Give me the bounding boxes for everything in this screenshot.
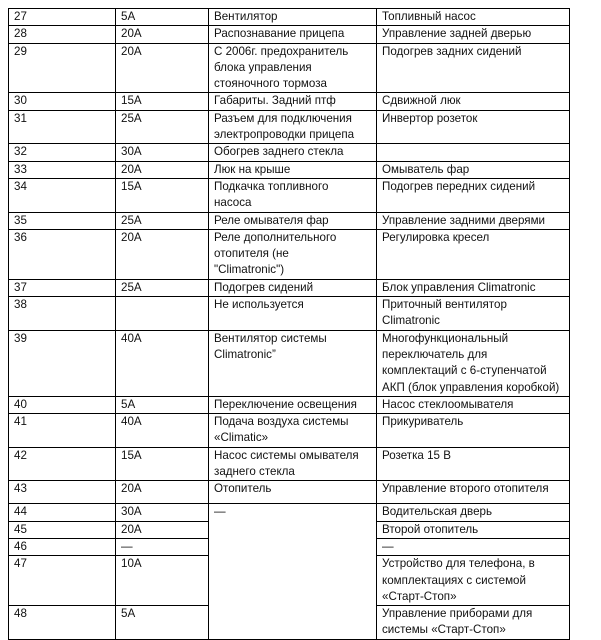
fuse-description: Вентилятор системы Climatronic” bbox=[209, 330, 377, 396]
fuse-amperage: 20A bbox=[116, 26, 209, 43]
fuse-extra-description: Блок управления Climatronic bbox=[377, 279, 570, 296]
fuse-row bbox=[9, 43, 570, 93]
fuse-amperage: 20A bbox=[116, 481, 209, 504]
fuse-extra-description: Омыватель фар bbox=[377, 161, 570, 178]
fuse-row bbox=[9, 144, 570, 161]
fuse-number: 36 bbox=[9, 229, 116, 279]
fuse-number: 43 bbox=[9, 481, 116, 504]
fuse-row bbox=[9, 178, 570, 212]
fuse-extra-description bbox=[377, 144, 570, 161]
fuse-amperage: 5A bbox=[116, 396, 209, 413]
fuse-number: 28 bbox=[9, 26, 116, 43]
fuse-number: 44 bbox=[9, 504, 116, 521]
fuse-number: 32 bbox=[9, 144, 116, 161]
fuse-amperage: 40A bbox=[116, 414, 209, 448]
fuse-description: Реле дополнительного отопителя (не "Climatronic") bbox=[209, 229, 377, 279]
fuse-description: С 2006г. предохранитель блока управления стояночного тормоза bbox=[209, 43, 377, 93]
fuse-amperage: — bbox=[116, 538, 209, 555]
fuse-row bbox=[9, 161, 570, 178]
fuse-amperage: 40A bbox=[116, 330, 209, 396]
fuse-table-body bbox=[9, 9, 570, 640]
fuse-amperage: 20A bbox=[116, 43, 209, 93]
fuse-amperage: 25A bbox=[116, 212, 209, 229]
fuse-row bbox=[9, 212, 570, 229]
fuse-amperage: 5A bbox=[116, 9, 209, 26]
fuse-number: 48 bbox=[9, 606, 116, 640]
fuse-extra-description: Управление задней дверью bbox=[377, 26, 570, 43]
fuse-extra-description: Топливный насос bbox=[377, 9, 570, 26]
fuse-amperage: 15A bbox=[116, 93, 209, 110]
fuse-row bbox=[9, 26, 570, 43]
fuse-table bbox=[8, 8, 570, 640]
fuse-number: 42 bbox=[9, 447, 116, 481]
fuse-row bbox=[9, 330, 570, 396]
fuse-number: 33 bbox=[9, 161, 116, 178]
fuse-amperage: 20A bbox=[116, 161, 209, 178]
fuse-description: — bbox=[209, 504, 377, 639]
fuse-amperage: 20A bbox=[116, 229, 209, 279]
fuse-extra-description: Управление второго отопителя bbox=[377, 481, 570, 504]
fuse-amperage: 30A bbox=[116, 144, 209, 161]
fuse-extra-description: — bbox=[377, 538, 570, 555]
fuse-description: Насос системы омывателя заднего стекла bbox=[209, 447, 377, 481]
fuse-row bbox=[9, 110, 570, 144]
fuse-number: 27 bbox=[9, 9, 116, 26]
fuse-row bbox=[9, 447, 570, 481]
fuse-extra-description: Прикуриватель bbox=[377, 414, 570, 448]
fuse-description: Отопитель bbox=[209, 481, 377, 504]
fuse-row bbox=[9, 229, 570, 279]
fuse-extra-description: Розетка 15 В bbox=[377, 447, 570, 481]
fuse-extra-description: Регулировка кресел bbox=[377, 229, 570, 279]
fuse-description: Подогрев сидений bbox=[209, 279, 377, 296]
fuse-description: Не используется bbox=[209, 297, 377, 331]
fuse-row bbox=[9, 414, 570, 448]
fuse-row bbox=[9, 279, 570, 296]
fuse-row bbox=[9, 396, 570, 413]
fuse-amperage: 20A bbox=[116, 521, 209, 538]
fuse-row bbox=[9, 504, 570, 521]
fuse-extra-description: Инвертор розеток bbox=[377, 110, 570, 144]
fuse-number: 41 bbox=[9, 414, 116, 448]
fuse-extra-description: Насос стеклоомывателя bbox=[377, 396, 570, 413]
fuse-extra-description: Сдвижной люк bbox=[377, 93, 570, 110]
fuse-extra-description: Управление приборами для системы «Старт-Стоп» bbox=[377, 606, 570, 640]
fuse-amperage: 25A bbox=[116, 279, 209, 296]
fuse-number: 45 bbox=[9, 521, 116, 538]
fuse-amperage: 25A bbox=[116, 110, 209, 144]
fuse-number: 31 bbox=[9, 110, 116, 144]
fuse-extra-description: Многофункциональный переключатель для комплектаций с 6-ступенчатой АКП (блок управления коробкой) bbox=[377, 330, 570, 396]
fuse-description: Подача воздуха системы «Climatic» bbox=[209, 414, 377, 448]
fuse-amperage: 5A bbox=[116, 606, 209, 640]
fuse-number: 47 bbox=[9, 556, 116, 606]
fuse-row bbox=[9, 9, 570, 26]
fuse-extra-description: Приточный вентилятор Climatronic bbox=[377, 297, 570, 331]
fuse-extra-description: Водительская дверь bbox=[377, 504, 570, 521]
fuse-description: Распознавание прицепа bbox=[209, 26, 377, 43]
fuse-row bbox=[9, 93, 570, 110]
fuse-description: Подкачка топливного насоса bbox=[209, 178, 377, 212]
fuse-description: Габариты. Задний птф bbox=[209, 93, 377, 110]
fuse-number: 37 bbox=[9, 279, 116, 296]
fuse-number: 35 bbox=[9, 212, 116, 229]
fuse-amperage: 15A bbox=[116, 447, 209, 481]
fuse-description: Реле омывателя фар bbox=[209, 212, 377, 229]
fuse-number: 38 bbox=[9, 297, 116, 331]
fuse-description: Переключение освещения bbox=[209, 396, 377, 413]
fuse-number: 40 bbox=[9, 396, 116, 413]
fuse-number: 46 bbox=[9, 538, 116, 555]
fuse-amperage: 10A bbox=[116, 556, 209, 606]
fuse-description: Разъем для подключения электропроводки прицепа bbox=[209, 110, 377, 144]
fuse-extra-description: Подогрев передних сидений bbox=[377, 178, 570, 212]
fuse-amperage bbox=[116, 297, 209, 331]
fuse-extra-description: Устройство для телефона, в комплектациях с системой «Старт-Стоп» bbox=[377, 556, 570, 606]
fuse-extra-description: Подогрев задних сидений bbox=[377, 43, 570, 93]
fuse-amperage: 30A bbox=[116, 504, 209, 521]
fuse-description: Люк на крыше bbox=[209, 161, 377, 178]
fuse-amperage: 15A bbox=[116, 178, 209, 212]
fuse-extra-description: Управление задними дверями bbox=[377, 212, 570, 229]
fuse-number: 30 bbox=[9, 93, 116, 110]
fuse-number: 29 bbox=[9, 43, 116, 93]
fuse-extra-description: Второй отопитель bbox=[377, 521, 570, 538]
fuse-number: 34 bbox=[9, 178, 116, 212]
fuse-row bbox=[9, 481, 570, 504]
fuse-description: Обогрев заднего стекла bbox=[209, 144, 377, 161]
fuse-row bbox=[9, 297, 570, 331]
fuse-number: 39 bbox=[9, 330, 116, 396]
fuse-description: Вентилятор bbox=[209, 9, 377, 26]
